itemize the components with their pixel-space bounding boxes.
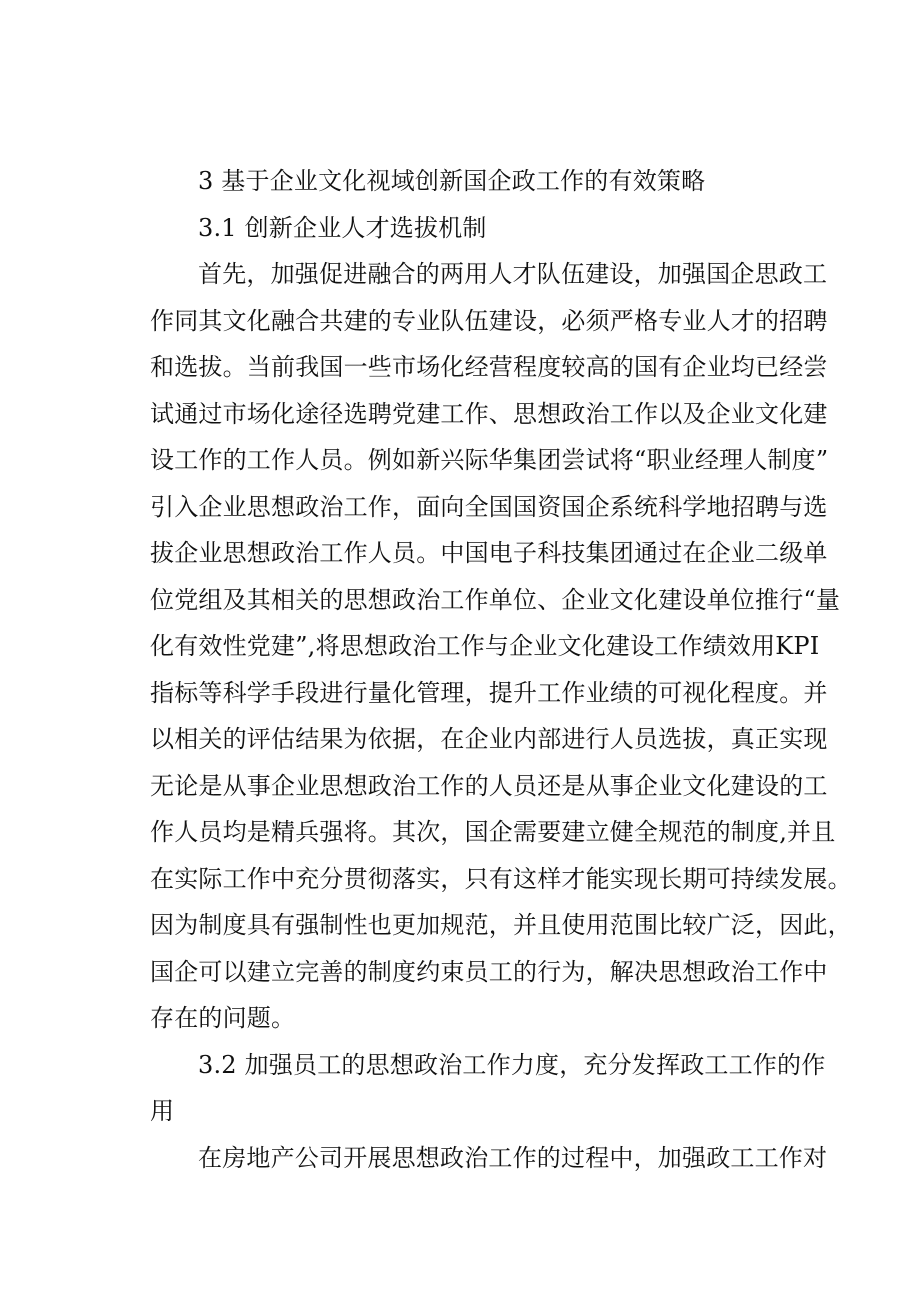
document-body [150, 158, 852, 1181]
paragraph-line: 国企可以建立完善的制度约束员工的行为，解决思想政治工作中 [150, 957, 828, 986]
paragraph-line: 设工作的工作人员。例如新兴际华集团尝试将“职业经理人制度” [150, 446, 829, 474]
paragraph-line: 位党组及其相关的思想政治工作单位、企业文化建设单位推行“量 [150, 585, 841, 614]
paragraph-line: 作同其文化融合共建的专业队伍建设，必须严格专业人才的招聘 [150, 306, 828, 335]
paragraph-line: 存在的问题。 [150, 1004, 296, 1032]
paragraph-line: 在房地产公司开展思想政治工作的过程中，加强政工工作对 [198, 1143, 828, 1172]
paragraph-line: 引入企业思想政治工作，面向全国国资国企系统科学地招聘与选 [150, 492, 828, 521]
paragraph-line: 拔企业思想政治工作人员。中国电子科技集团通过在企业二级单 [150, 539, 828, 567]
paragraph-line: 在实际工作中充分贯彻落实，只有这样才能实现长期可持续发展。 [150, 864, 852, 893]
paragraph-talent-selection [150, 251, 852, 1042]
paragraph-line: 指标等科学手段进行量化管理，提升工作业绩的可视化程度。并 [150, 678, 828, 707]
paragraph-line: 因为制度具有强制性也更加规范，并且使用范围比较广泛，因此， [150, 911, 852, 939]
paragraph-political-work [150, 1135, 828, 1182]
paragraph-line: 无论是从事企业思想政治工作的人员还是从事企业文化建设的工 [150, 771, 828, 800]
paragraph-line: 化有效性党建”,将思想政治工作与企业文化建设工作绩效用KPI [150, 632, 820, 660]
paragraph-line: 以相关的评估结果为依据，在企业内部进行人员选拔，真正实现 [150, 725, 828, 753]
paragraph-line: 首先，加强促进融合的两用人才队伍建设，加强国企思政工 [198, 260, 828, 288]
subsection-heading-3-2 [150, 1042, 826, 1135]
paragraph-line: 试通过市场化途径选聘党建工作、思想政治工作以及企业文化建 [150, 399, 828, 428]
paragraph-line: 和选拔。当前我国一些市场化经营程度较高的国有企业均已经尝 [150, 353, 828, 381]
paragraph-line: 作人员均是精兵强将。其次，国企需要建立健全规范的制度,并且 [150, 818, 836, 846]
subsection-heading-3-1: 3.1 创新企业人才选拔机制 [198, 213, 487, 242]
heading-line: 3.2 加强员工的思想政治工作力度，充分发挥政工工作的作 [198, 1050, 826, 1079]
heading-line: 用 [150, 1097, 175, 1125]
section-heading-3: 3 基于企业文化视域创新国企政工作的有效策略 [198, 167, 706, 195]
